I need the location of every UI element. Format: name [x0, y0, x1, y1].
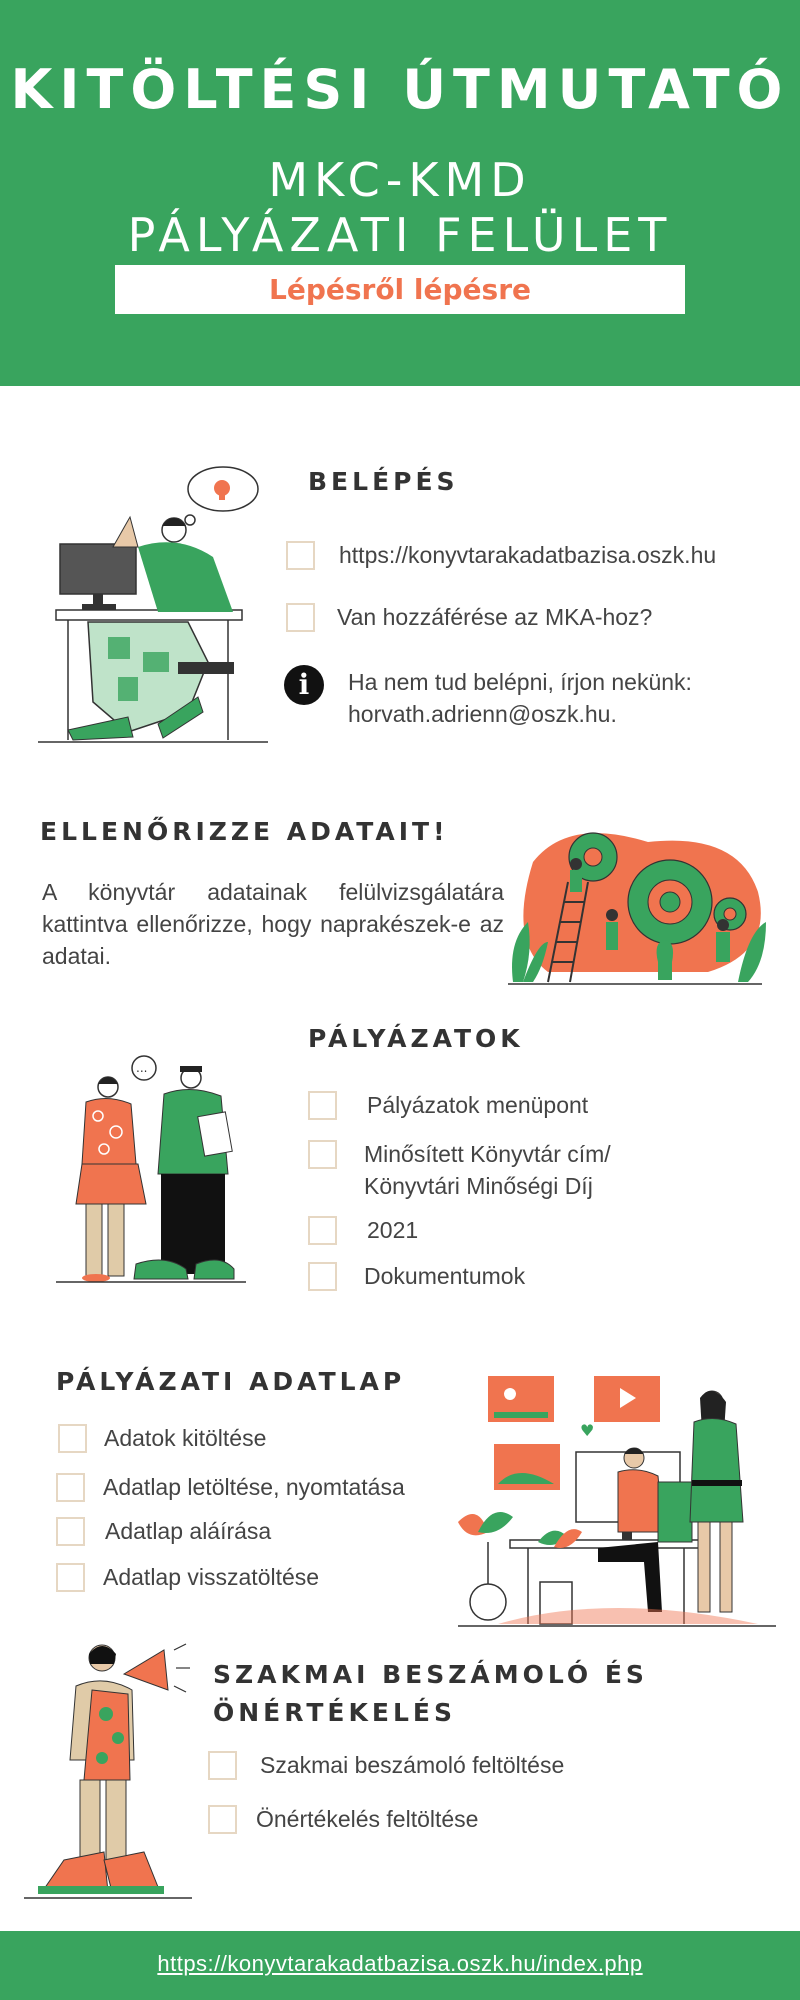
info-icon: i	[284, 665, 324, 705]
applications-item-line2: Könyvtári Minőségi Díj	[364, 1173, 593, 1199]
svg-text:♥: ♥	[580, 1421, 595, 1440]
checkbox[interactable]	[308, 1262, 337, 1291]
login-info-line1: Ha nem tud belépni, írjon nekünk:	[348, 669, 692, 695]
applications-item-label: Pályázatok menüpont	[367, 1092, 589, 1118]
datasheet-item-label: Adatlap aláírása	[105, 1518, 272, 1544]
checkbox[interactable]	[308, 1091, 337, 1120]
datasheet-item-label: Adatlap letöltése, nyomtatása	[103, 1474, 405, 1500]
checkbox[interactable]	[308, 1216, 337, 1245]
section-title-check-data: ELLENŐRIZZE ADATAIT!	[40, 817, 449, 846]
checkbox[interactable]	[56, 1517, 85, 1546]
report-item-professional[interactable]	[208, 1751, 564, 1781]
login-item-label: https://konyvtarakadatbazisa.oszk.hu	[339, 542, 717, 568]
login-item-url[interactable]	[286, 541, 716, 571]
checkbox[interactable]	[286, 541, 315, 570]
checkbox[interactable]	[56, 1563, 85, 1592]
checkbox[interactable]	[208, 1751, 237, 1780]
header-banner	[0, 0, 800, 386]
section-title-report-line1: SZAKMAI BESZÁMOLÓ ÉS	[213, 1660, 648, 1689]
gears-team-illustration	[508, 822, 768, 987]
svg-text:...: ...	[136, 1061, 148, 1075]
datasheet-item-download[interactable]	[56, 1473, 405, 1503]
report-item-label: Szakmai beszámoló feltöltése	[260, 1752, 565, 1778]
checkbox[interactable]	[56, 1473, 85, 1502]
person-with-megaphone-illustration	[24, 1630, 192, 1902]
login-info-email: horvath.adrienn@oszk.hu.	[348, 701, 617, 727]
applications-item-label	[364, 1138, 611, 1202]
datasheet-item-sign[interactable]	[56, 1517, 271, 1547]
datasheet-item-label: Adatlap visszatöltése	[103, 1564, 320, 1590]
report-item-self-eval[interactable]	[208, 1805, 478, 1835]
checkbox[interactable]	[58, 1424, 87, 1453]
datasheet-item-label: Adatok kitöltése	[104, 1425, 267, 1451]
applications-item-title[interactable]	[308, 1140, 611, 1202]
section-title-login: BELÉPÉS	[308, 467, 459, 496]
section-title-report-line2: ÖNÉRTÉKELÉS	[213, 1698, 456, 1727]
applications-item-line1: Minősített Könyvtár cím/	[364, 1141, 611, 1167]
applications-item-menu[interactable]	[308, 1091, 588, 1121]
datasheet-item-fill[interactable]	[58, 1424, 266, 1454]
section-title-report	[213, 1656, 648, 1732]
two-people-talking-illustration	[56, 1054, 246, 1286]
applications-item-documents[interactable]	[308, 1262, 525, 1292]
checkbox[interactable]	[286, 603, 315, 632]
login-info	[284, 665, 692, 730]
online-work-illustration	[458, 1372, 776, 1628]
footer-bar	[0, 1931, 800, 2000]
footer-link[interactable]: https://konyvtarakadatbazisa.oszk.hu/index.php	[157, 1951, 643, 1976]
tagline-box: Lépésről lépésre	[115, 265, 685, 314]
person-at-desk-illustration	[38, 462, 268, 744]
applications-item-label: Dokumentumok	[364, 1263, 526, 1289]
section-title-applications: PÁLYÁZATOK	[308, 1024, 524, 1053]
check-data-text: A könyvtár adatainak felülvizsgálatára kattintva ellenőrizze, hogy naprakészek-e az adatai.	[42, 879, 504, 969]
report-item-label: Önértékelés feltöltése	[256, 1806, 479, 1832]
subtitle-line-2: PÁLYÁZATI FELÜLET	[127, 208, 673, 262]
checkbox[interactable]	[208, 1805, 237, 1834]
checkbox[interactable]	[308, 1140, 337, 1169]
applications-item-year[interactable]	[308, 1216, 418, 1246]
subtitle-line-1: MKC-KMD	[268, 153, 532, 207]
login-item-label: Van hozzáférése az MKA-hoz?	[337, 604, 653, 630]
login-item-access[interactable]	[286, 603, 652, 633]
applications-item-label: 2021	[367, 1217, 419, 1243]
page-title: KITÖLTÉSI ÚTMUTATÓ	[10, 58, 790, 121]
login-info-text	[348, 666, 692, 730]
datasheet-item-upload[interactable]	[56, 1563, 319, 1593]
section-title-datasheet: PÁLYÁZATI ADATLAP	[56, 1367, 406, 1396]
